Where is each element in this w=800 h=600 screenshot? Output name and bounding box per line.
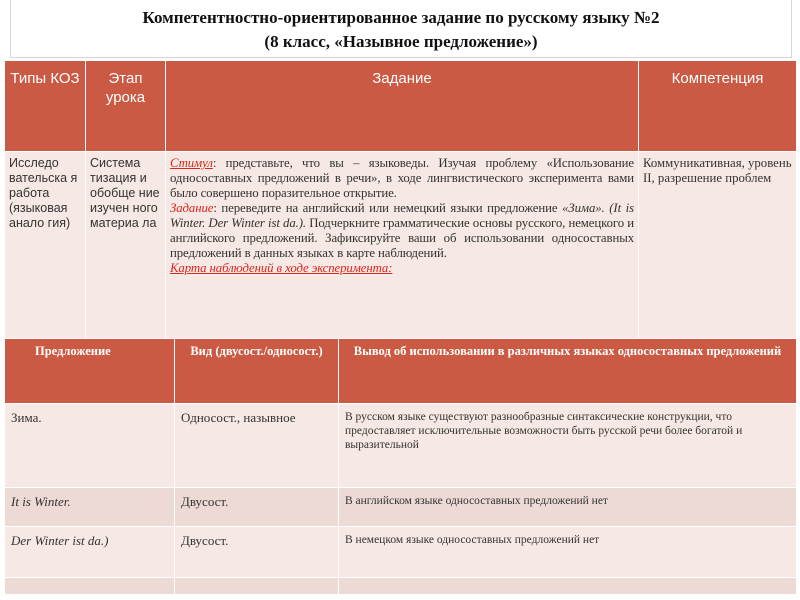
header-types: Типы КОЗ [5,61,86,152]
observation-map-label: Карта наблюдений в ходе эксперимента: [170,261,393,275]
cell-sentence: Der Winter ist da.) [5,527,175,578]
empty-cell [5,578,175,595]
header-conclusion: Вывод об использовании в различных языках односоставных предложений [339,339,797,404]
stimulus-label: Стимул [170,156,213,170]
slide-title [10,0,792,58]
task-table-row [5,152,797,340]
title-line-1: Компетентностно-ориентированное задание по русскому языку №2 [142,8,660,27]
cell-lesson-stage: Система тизация и обобще ние изучен ного материа ла [86,152,166,340]
cell-kind: Двусост. [175,527,339,578]
task-table-header-row [5,61,797,152]
cell-conclusion: В английском языке односоставных предложений нет [339,488,797,527]
cell-kind: Односост., назывное [175,404,339,488]
cell-conclusion: В русском языке существуют разнообразные синтаксические конструкции, что предоставляет исключительные возможности быть русской речи более богатой и выразительной [339,404,797,488]
cell-conclusion: В немецком языке односоставных предложений нет [339,527,797,578]
cell-task-text [166,152,639,340]
table-row [5,488,797,527]
task-italic: «Зима». (It is Winter. Der Winter ist da.). [170,201,634,230]
cell-sentence: Зима. [5,404,175,488]
task-label: Задание [170,201,214,215]
cell-kind: Двусост. [175,488,339,527]
stimulus-text: : представьте, что вы – языковеды. Изучая проблему «Использование односоставных предложений в речи», в ходе лингвистического эксперимента вами было совершено поразительное открытие. [170,156,634,200]
observation-table [4,338,797,595]
empty-cell [339,578,797,595]
table-row [5,404,797,488]
header-task: Задание [166,61,639,152]
header-kind: Вид (двусост./односост.) [175,339,339,404]
table-row [5,527,797,578]
header-sentence: Предложение [5,339,175,404]
empty-row [5,578,797,595]
title-line-2: (8 класс, «Назывное предложение») [264,32,538,51]
cell-competence: Коммуникативная, уровень II, разрешение проблем [639,152,797,340]
cell-sentence: It is Winter. [5,488,175,527]
task-text-1: : переведите на английский или немецкий языки предложение [213,201,563,215]
observation-header-row [5,339,797,404]
empty-cell [175,578,339,595]
task-text-2: Подчеркните грамматические основы русского, немецкого и английского предложений. Зафиксируйте ваши об использовании односоставных предложений в данных языках в карте наблюдений. [170,216,634,260]
header-competence: Компетенция [639,61,797,152]
cell-task-type: Исследо вательска я работа (языковая анало гия) [5,152,86,340]
header-stage: Этап урока [86,61,166,152]
task-table [4,60,797,340]
